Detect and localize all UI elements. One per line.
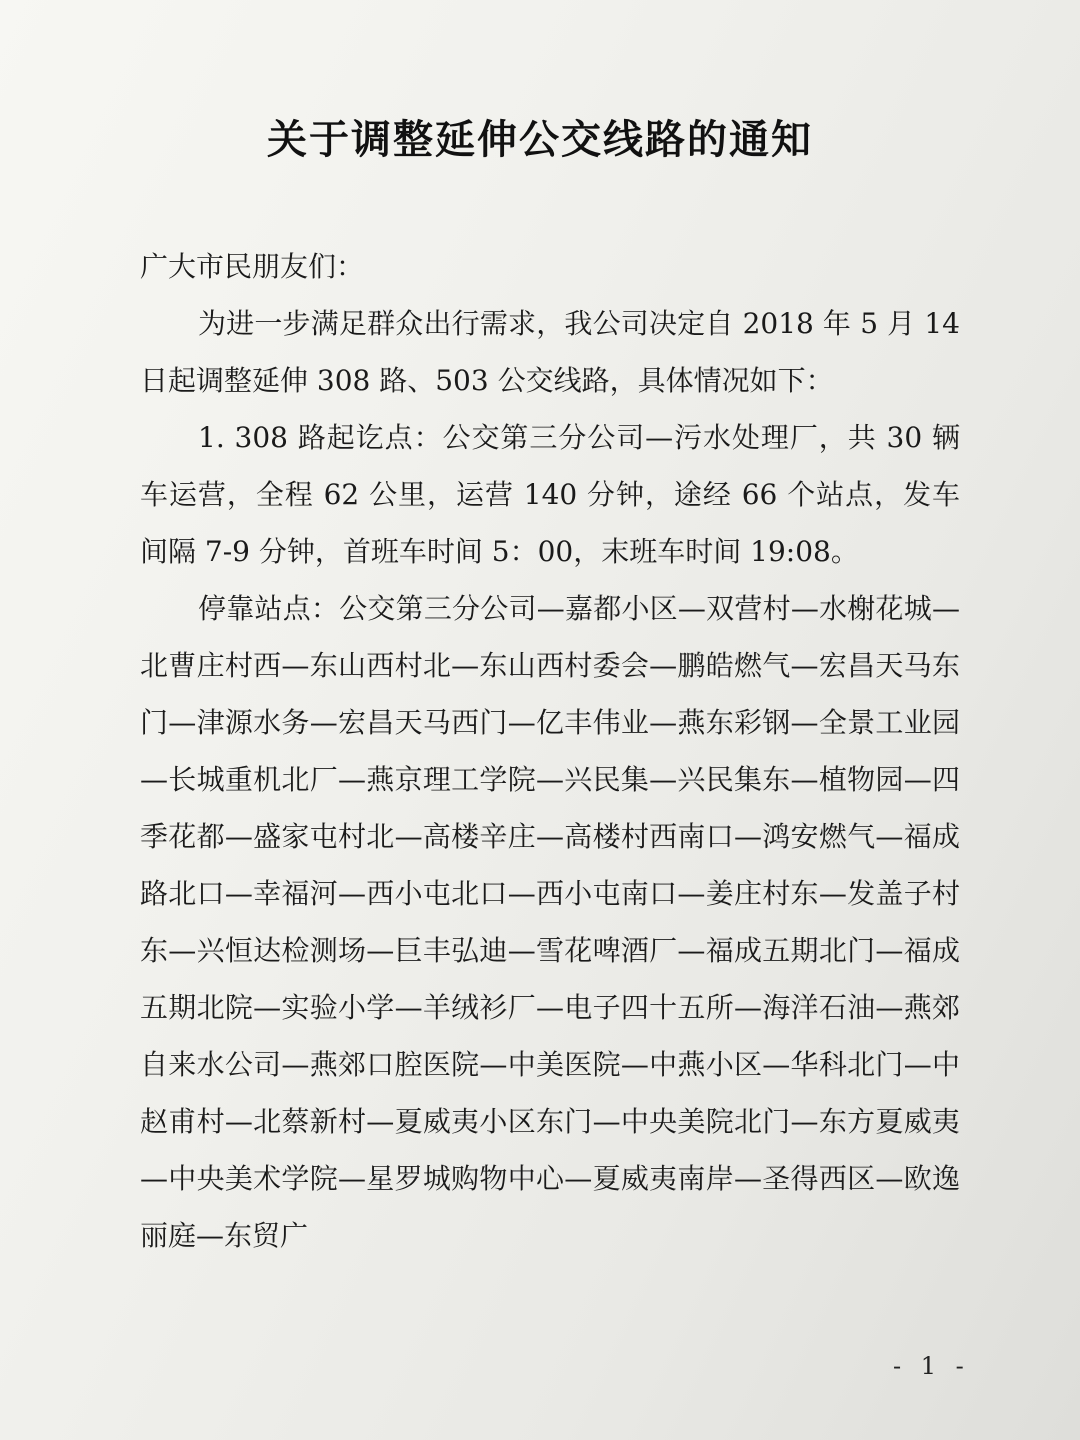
paragraph-intro: 为进一步满足群众出行需求，我公司决定自 2018 年 5 月 14 日起调整延伸 308 路、503 公交线路，具体情况如下：	[140, 307, 960, 397]
paragraph-stops: 停靠站点：公交第三分公司—嘉都小区—双营村—水榭花城—北曹庄村西—东山西村北—东山西村委会—鹏皓燃气—宏昌天马东门—津源水务—宏昌天马西门—亿丰伟业—燕东彩钢—全景工业园—长城重机北厂—燕京理工学院—兴民集—兴民集东—植物园—四季花都—盛家屯村北—高楼辛庄—高楼村西南口—鸿安燃气—福成路北口—幸福河—西小屯北口—西小屯南口—姜庄村东—发盖子村东—兴恒达检测场—巨丰弘迪—雪花啤酒厂—福成五期北门—福成五期北院—实验小学—羊绒衫厂—电子四十五所—海洋石油—燕郊自来水公司—燕郊口腔医院—中美医院—中燕小区—华科北门—中赵甫村—北蔡新村—夏威夷小区东门—中央美院北门—东方夏威夷—中央美术学院—星罗城购物中心—夏威夷南岸—圣得西区—欧逸丽庭—东贸广	[140, 592, 960, 1252]
page-number: - 1 -	[893, 1352, 970, 1380]
paragraph-route-308: 1. 308 路起讫点：公交第三分公司—污水处理厂，共 30 辆车运营，全程 62 公里，运营 140 分钟，途经 66 个站点，发车间隔 7-9 分钟，首班车时间 5：00，末班车时间 19:08。	[140, 421, 960, 568]
salutation: 广大市民朋友们：	[140, 250, 365, 283]
document-title: 关于调整延伸公交线路的通知	[267, 116, 813, 163]
document-body	[140, 238, 960, 1264]
